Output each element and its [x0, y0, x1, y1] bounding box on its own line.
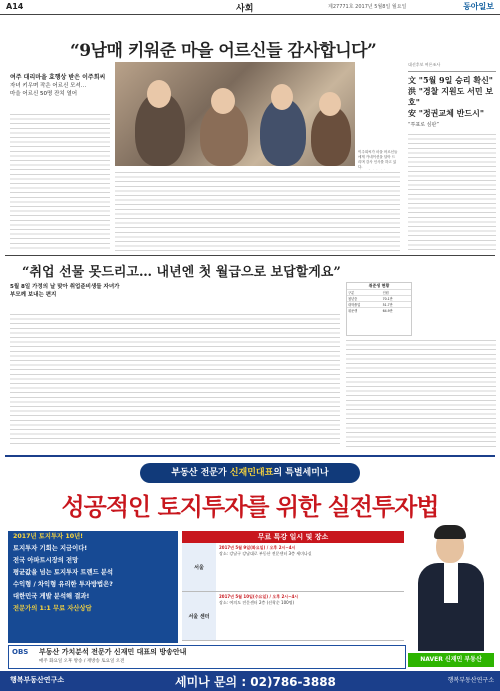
table-title: 취준생 현황 [368, 283, 390, 288]
obs-sub: 매주 화요일 오후 방송 / 재방송 토요일 오전 [39, 659, 125, 664]
sidebar-divider [408, 71, 496, 72]
schedule-key: 서울 센터 [182, 592, 216, 640]
table-cell: 구분 [347, 290, 382, 296]
advertisement [0, 459, 500, 691]
story1-headline: “9남매 키워준 마을 어르신들 감사합니다” [70, 41, 377, 61]
table-cell: 대학졸업 [347, 302, 382, 308]
ad-banner [140, 463, 360, 483]
masthead [0, 0, 500, 15]
schedule-place: 장소: 강남구 강남대로 부동산 전문센터 3층 세미나실 [219, 551, 312, 556]
story2-body [10, 312, 340, 447]
section-title: 사회 [236, 4, 254, 14]
ad-schedule [182, 531, 404, 643]
sidebar-box [408, 62, 496, 252]
story1-subhead-1: 여주 대리마을 효행상 받은 이주희씨 [10, 74, 106, 81]
ad-bullet: 수익형 / 차익형 유리한 투자방법은? [13, 581, 113, 588]
banner-post: 의 특별세미나 [273, 468, 329, 478]
sidebar-note: “투표로 심판” [408, 122, 439, 128]
schedule-key: 서울 [182, 543, 216, 591]
ad-bullet: 2017년 토지투자 10년! [13, 533, 84, 540]
schedule-date: 2017년 5월 9일(화요일) / 오후 2시~4시 [219, 545, 296, 550]
issue-meta: 제27771호 2017년 5월8일 월요일 [328, 4, 407, 10]
ad-bullet-box [8, 531, 178, 643]
schedule-row [182, 592, 404, 641]
table-cell: 51.7만 [382, 302, 411, 308]
obs-logo: OBS [12, 648, 29, 656]
ad-bullet: 대한민국 게발 분석해 결과! [13, 593, 90, 600]
story1-body-cols [115, 170, 400, 252]
sidebar-quote-2: 洪 "경찰 지원도 서민 보호" [408, 86, 494, 107]
photo-face [271, 84, 293, 110]
sidebar-tag: 대선후보 여론조사 [408, 62, 441, 67]
table-cell: 청년층 [347, 296, 382, 302]
footer-right: 행복부동산연구소 [447, 677, 494, 684]
story1-subhead [10, 74, 120, 98]
footer-left: 행복부동산연구소 [10, 676, 65, 684]
photo-face [319, 92, 341, 116]
banner-name: 신재민대표 [229, 468, 274, 478]
schedule-value [216, 543, 404, 591]
ad-footer [0, 671, 500, 691]
table-cell: 70.1만 [382, 296, 411, 302]
obs-title: 부동산 가치분석 전문가 신재민 대표의 방송안내 [39, 648, 187, 656]
story2-subhead: 5월 8일 가정의 날 맞아 취업준비생들 자녀가 부모께 보내는 편지 [10, 284, 120, 298]
footer-phone: 세미나 문의 : 02)786-3888 [175, 675, 336, 689]
ad-bullet: 평균값을 넘는 토지투자 트렌드 분석 [13, 569, 114, 576]
sidebar-quote-3: 安 "정권교체 반드시" [408, 108, 485, 118]
schedule-place: 장소: 여의도 전문센터 2층 (선착순 100명) [219, 600, 295, 605]
story2-headline: “취업 선물 못드리고… 내년엔 첫 월급으로 보답할게요” [22, 265, 341, 280]
schedule-date: 2017년 5월 10일(수요일) / 오후 2시~4시 [219, 594, 299, 599]
naver-badge: NAVER 신재민 부동산 [408, 653, 494, 667]
speaker-photo [408, 523, 494, 651]
story2-body-right [346, 338, 496, 448]
schedule-title: 무료 특강 일시 및 장소 [182, 531, 404, 543]
table-cell: 취준생 [347, 308, 382, 314]
photo-face [211, 88, 235, 114]
table-cell: 64.9만 [382, 308, 411, 314]
ad-divider [5, 455, 495, 457]
ad-headline: 성공적인 토지투자를 위한 실전투자법 [61, 492, 439, 521]
ad-bullet: 전국 아파트시장의 전망 [13, 557, 79, 564]
story1-subhead-3: 마을 어르신 50명 잔치 열어 [10, 91, 78, 97]
ad-bullet: 전문가의 1:1 무료 자산상담 [13, 605, 92, 612]
schedule-row [182, 543, 404, 592]
story1-subhead-2: 자녀 키우며 작은 어르신 모셔… [10, 83, 87, 89]
sidebar-body [408, 132, 496, 252]
page-number: A14 [6, 2, 24, 11]
schedule-value [216, 592, 404, 640]
photo-face [147, 80, 171, 108]
story1-photo [115, 62, 355, 166]
table-row [347, 308, 411, 314]
speaker-hair [434, 525, 466, 539]
table-cell: 인원 [382, 290, 411, 296]
ad-bullet: 토지투자 기회는 지금이다! [13, 545, 88, 552]
story2-table [346, 282, 412, 336]
section-divider [5, 255, 495, 256]
banner-pre: 부동산 전문가 [171, 468, 227, 478]
caption-text: 이주희씨가 마을 어르신들에게 카네이션을 달아 드리며 감사 인사를 하고 있다. [358, 150, 398, 169]
story1-body-col1 [10, 112, 110, 252]
paper-logo: 동아일보 [463, 2, 494, 11]
broadcast-box [8, 645, 406, 669]
speaker-shirt [444, 563, 458, 603]
sidebar-quote-1: 文 "5월 9일 승리 확신" [408, 75, 493, 85]
stats-table [347, 289, 411, 313]
